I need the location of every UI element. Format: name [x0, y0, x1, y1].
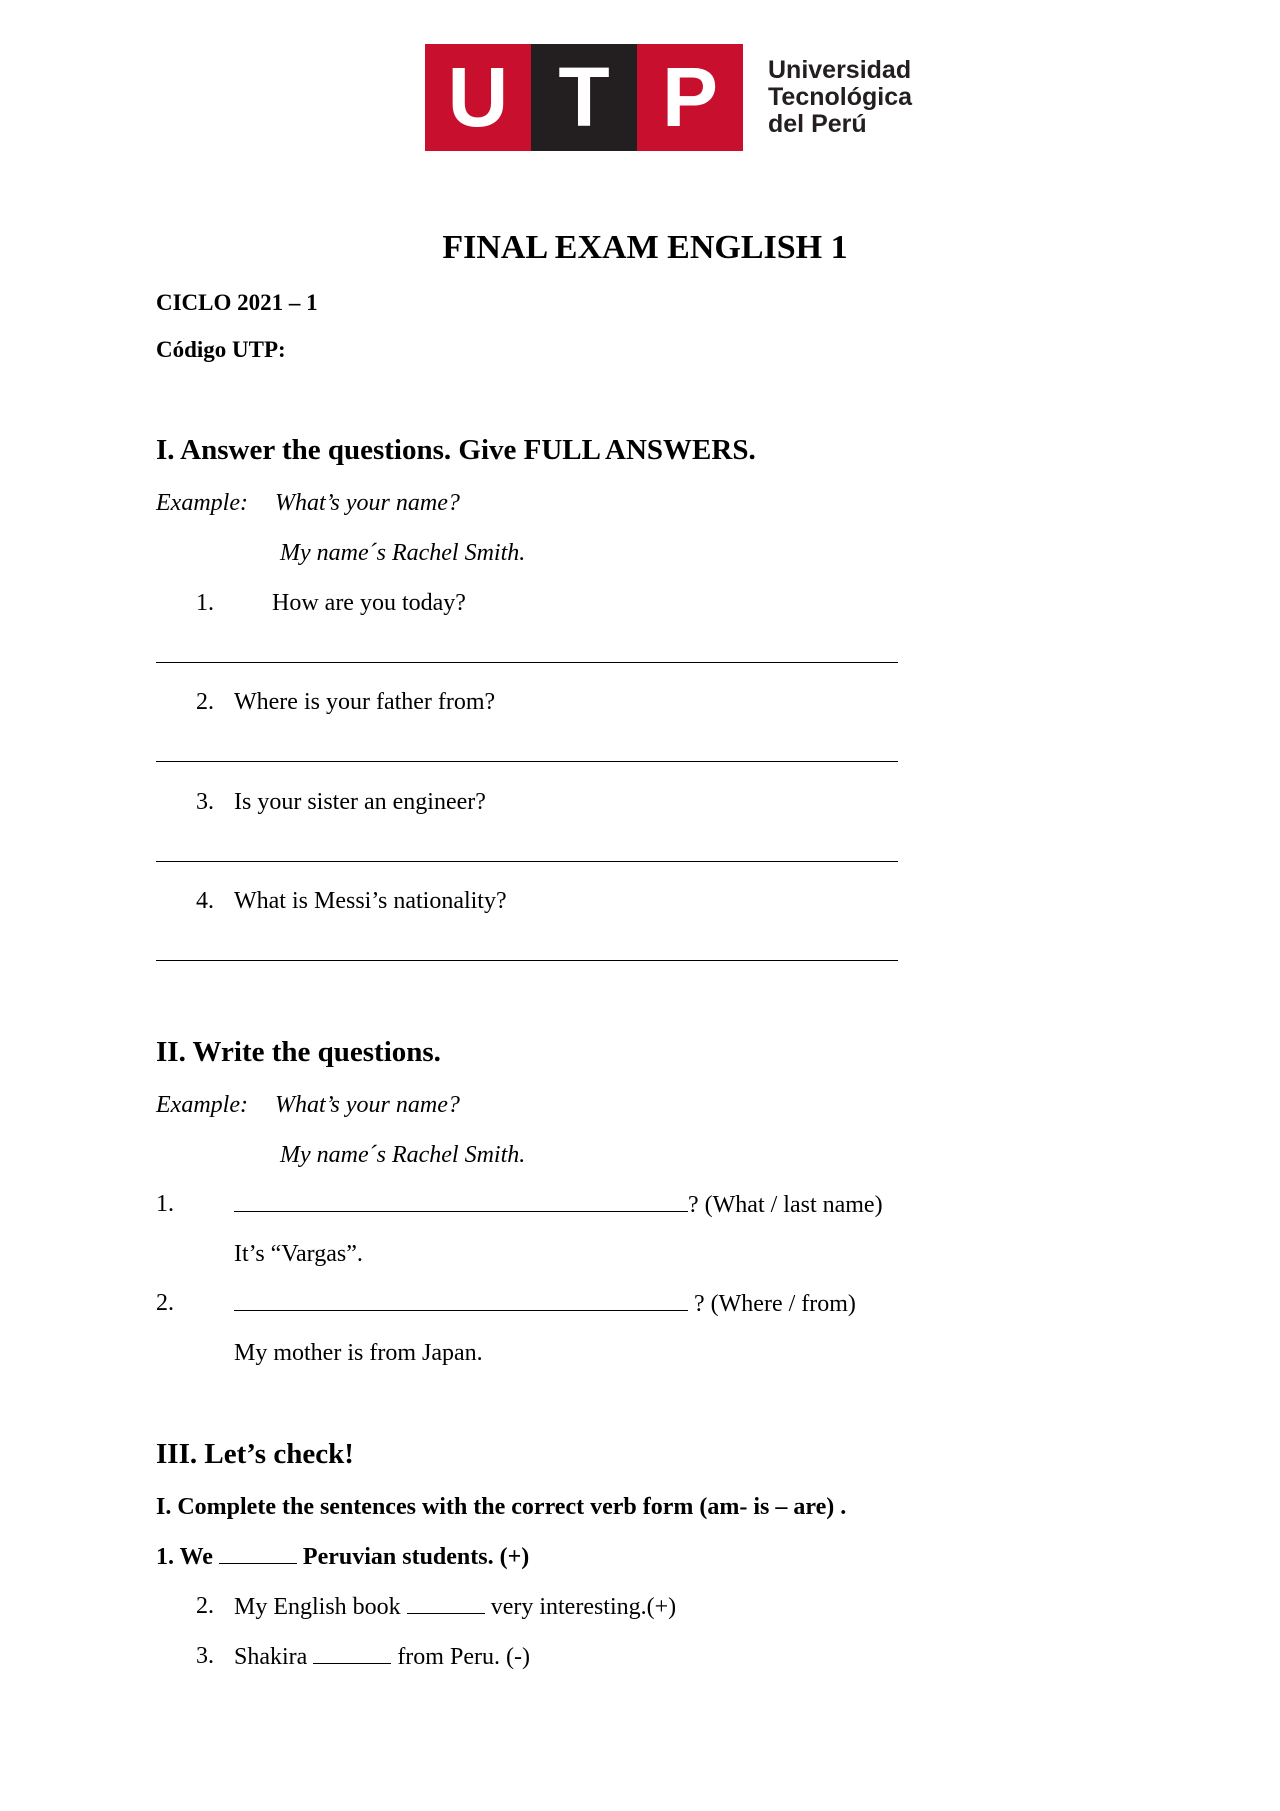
logo-letter-t: T [531, 44, 637, 151]
q2-text: Where is your father from? [234, 689, 496, 715]
page-title: FINAL EXAM ENGLISH 1 [442, 229, 848, 266]
c3-row [234, 1643, 530, 1671]
c2-before: My English book [234, 1594, 401, 1620]
c3-before: Shakira [234, 1644, 308, 1670]
w1-row [234, 1191, 883, 1219]
c2-row [234, 1593, 676, 1621]
c2-after: very interesting.(+) [490, 1594, 677, 1620]
section2-example-label: Example: [156, 1092, 248, 1118]
c3-number: 3. [196, 1643, 214, 1669]
university-line-1: Universidad [768, 56, 912, 84]
q1-number: 1. [196, 590, 214, 616]
c3-blank[interactable] [313, 1643, 391, 1664]
w1-answer: It’s “Vargas”. [234, 1241, 363, 1267]
section3-instruction: I. Complete the sentences with the correct verb form (am- is – are) . [156, 1494, 847, 1520]
ciclo-label: CICLO 2021 – 1 [156, 290, 318, 315]
c2-number: 2. [196, 1593, 214, 1619]
q1-text: How are you today? [272, 590, 466, 616]
q3-number: 3. [196, 789, 214, 815]
c1-row [156, 1543, 529, 1571]
q2-answer-line[interactable] [156, 761, 898, 762]
w2-blank[interactable] [234, 1290, 688, 1311]
c3-after: from Peru. (-) [397, 1644, 530, 1670]
university-line-2: Tecnológica [768, 83, 913, 111]
q3-answer-line[interactable] [156, 861, 898, 862]
c2-blank[interactable] [407, 1593, 485, 1614]
section1-heading: I. Answer the questions. Give FULL ANSWERS. [156, 434, 756, 466]
codigo-label: Código UTP: [156, 337, 286, 362]
section2-example-answer: My name´s Rachel Smith. [280, 1142, 526, 1168]
c1-before: We [179, 1544, 213, 1570]
w1-number: 1. [156, 1191, 174, 1217]
university-name [768, 57, 912, 138]
q1-answer-line[interactable] [156, 662, 898, 663]
w2-row [234, 1290, 856, 1318]
logo-letter-u: U [425, 44, 531, 151]
section1-example-question: What’s your name? [275, 490, 460, 516]
logo-letter-p: P [637, 44, 743, 151]
q4-answer-line[interactable] [156, 960, 898, 961]
section3-heading: III. Let’s check! [156, 1438, 354, 1470]
w1-blank[interactable] [234, 1191, 688, 1212]
q4-text: What is Messi’s nationality? [234, 888, 507, 914]
university-line-3: del Perú [768, 110, 867, 138]
section1-example-answer: My name´s Rachel Smith. [280, 540, 526, 566]
c1-number: 1. [156, 1544, 174, 1570]
c1-after: Peruvian students. (+) [302, 1544, 530, 1570]
q4-number: 4. [196, 888, 214, 914]
w2-number: 2. [156, 1290, 174, 1316]
w2-answer: My mother is from Japan. [234, 1340, 483, 1366]
w2-hint: ? (Where / from) [688, 1291, 856, 1317]
utp-logo [425, 44, 743, 151]
q2-number: 2. [196, 689, 214, 715]
section1-example-label: Example: [156, 490, 248, 516]
q3-text: Is your sister an engineer? [234, 789, 486, 815]
section2-example-question: What’s your name? [275, 1092, 460, 1118]
c1-blank[interactable] [219, 1543, 297, 1564]
w1-hint: ? (What / last name) [688, 1192, 883, 1218]
section2-heading: II. Write the questions. [156, 1036, 441, 1068]
